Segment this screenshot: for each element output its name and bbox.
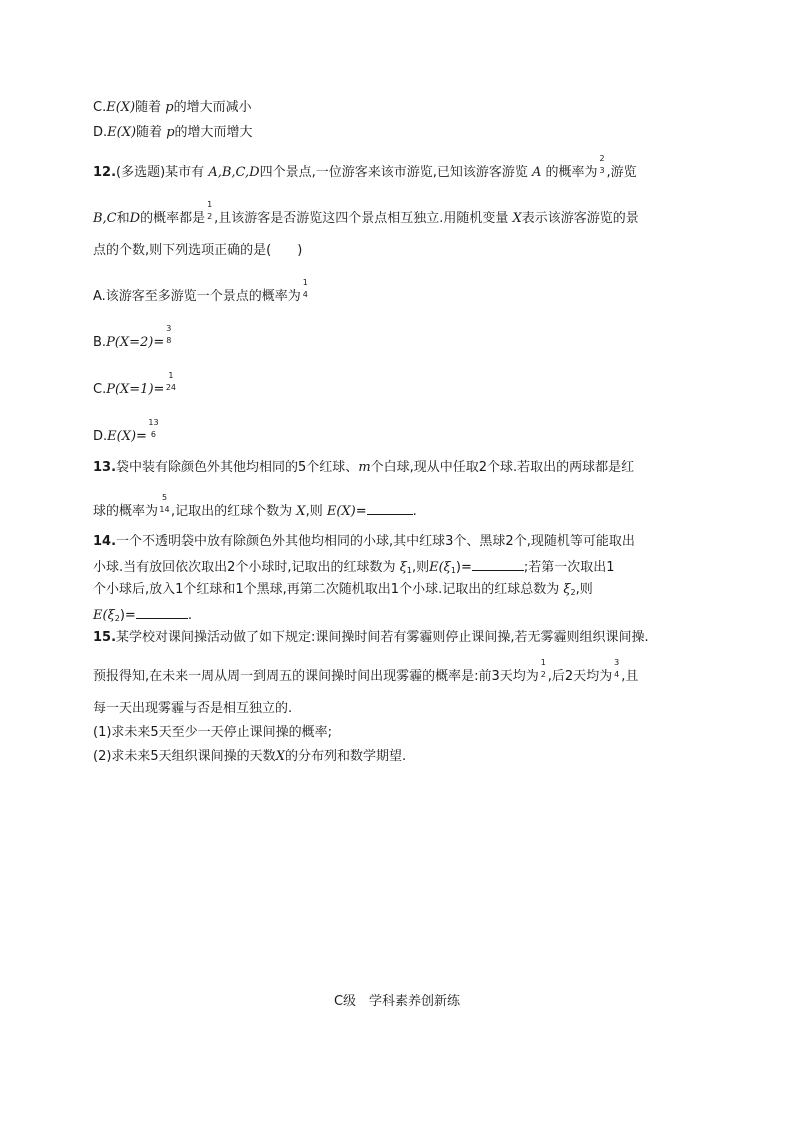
q13-line-2: 球的概率为 5 14 ,记取出的红球个数为 X,则 E(X)= .: [93, 493, 417, 519]
q14-line-4: $E(\xi_2)=$ .: [93, 608, 192, 623]
q15-line-2: 预报得知,在未来一周从周一到周五的课间操时间出现雾霾的概率是:前3天均为 1 2 ,后2天均为 3 4 ,且: [93, 658, 639, 684]
q12-line-3: 点的个数,则下列选项正确的是( ): [93, 243, 303, 258]
answer-blank[interactable]: [136, 606, 188, 619]
q14-line-2: 小球.当有放回依次取出2个小球时,记取出的红球数为 $\xi_1$,则$E(\xi_1)=$ ;若第一次取出1: [93, 560, 615, 575]
fraction: 3 4: [614, 658, 620, 679]
answer-blank[interactable]: [367, 502, 413, 515]
q15-line-5: (2)求未来5天组织课间操的天数X的分布列和数学期望.: [93, 749, 407, 764]
q14-line-1: 14.一个不透明袋中放有除颜色外其他均相同的小球,其中红球3个、黑球2个,现随机等可能取出: [93, 534, 635, 549]
q15-line-4: (1)求未来5天至少一天停止课间操的概率;: [93, 725, 333, 740]
fraction: 13 6: [148, 418, 159, 439]
answer-blank[interactable]: [472, 558, 524, 571]
fraction: 1 24: [165, 371, 177, 392]
fraction: 5 14: [159, 493, 170, 514]
q12-option-a: A.该游客至多游览一个景点的概率为 1 4: [93, 278, 308, 304]
q11-option-d: D.E(X)随着 p的增大而增大: [93, 125, 253, 140]
q12-line-2: B,C和D的概率都是 1 2 ,且该游客是否游览这四个景点相互独立.用随机变量 X表示该游客游览的景: [93, 200, 639, 226]
q12-option-b: B.P(X=2)= 3 8: [93, 324, 172, 350]
section-heading-c: C级 学科素养创新练: [333, 994, 461, 1009]
fraction: 2 3: [599, 154, 605, 175]
q13-line-1: 13.袋中装有除颜色外其他均相同的5个红球、m个白球,现从中任取2个球.若取出的两球都是红: [93, 460, 635, 475]
q15-line-1: 15.某学校对课间操活动做了如下规定:课间操时间若有雾霾则停止课间操,若无雾霾则组织课间操.: [93, 630, 649, 645]
q11-option-c: C.E(X)随着 p的增大而减小: [93, 100, 252, 115]
q12-line-1: 12.(多选题)某市有 A,B,C,D四个景点,一位游客来该市游览,已知该游客游览 A 的概率为 2 3 ,游览: [93, 154, 637, 180]
fraction: 1 4: [302, 278, 308, 299]
q12-option-d: D.E(X)= 13 6: [93, 418, 159, 444]
fraction: 1 2: [207, 200, 213, 221]
q12-option-c: C.P(X=1)= 1 24: [93, 371, 177, 397]
q15-line-3: 每一天出现雾霾与否是相互独立的.: [93, 701, 293, 716]
fraction: 3 8: [166, 324, 172, 345]
q14-line-3: 个小球后,放入1个红球和1个黑球,再第二次随机取出1个小球.记取出的红球总数为 $\xi_2$,则: [93, 582, 593, 597]
fraction: 1 2: [540, 658, 546, 679]
